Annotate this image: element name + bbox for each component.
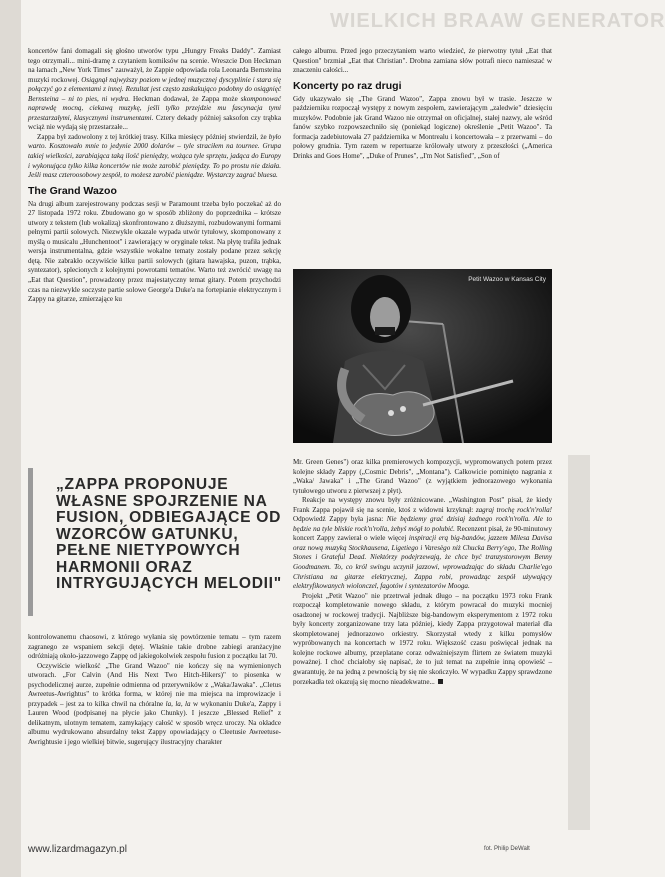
concert-photo <box>293 269 552 443</box>
paragraph: Gdy ukazywało się „The Grand Wazoo", Zappa znowu był w trasie. Jeszcze w październiku rozpoczął występy z nowym zespołem, zawierającym „zaledwie" dziesięciu muzyków. Podobnie jak Grand Wazoo nie otrzymał on oficjalnej, stałej nazwy, ale wśród fanów szybko rozpowszechniło się (poniekąd logiczne) określenie „Petit Wazoo". Ta formacja zadebiutowała 27 października w Montrealu i koncertowała – z przerwami – do połowy grudnia. Tym razem w repertuarze królowały utwory z przeszłości („America Drinks and Goes Home", „Duke of Prunes", „I'm Not Satisfied", „Son of <box>293 94 552 160</box>
paragraph: Na drugi album zarejestrowany podczas sesji w Paramount trzeba było poczekać aż do 27 listopada 1972 roku. Zbudowano go w sposób zbliżony do poprzednika – krótsze utwory z tekstem (lub wokalizą) skonfrontowano z dłuższymi, rozbudowanymi formami pełnymi partii solowych. Niezwykle okazale wypada utwór tytułowy, skomponowany z myślą o musicalu „Hunchentoot" i zawierający w oryginale tekst. Na płytę trafiła jednak wersja instrumentalna, gdzie wszystkie wokalne tematy zostały podane przez sekcję dętą. Nie zabrakło oczywiście kilku partii solowych (gitara hawajska, puzon, trąbka, syntezator), splecionych z kolejnymi powrotami tematów. Warto też zwrócić uwagę na „Eat that Question", prowadzony przez majestatyczny temat gitary. Potem przychodzi czas na niezwykle soczyste partie solowe George'a Duke'a na fortepianie elektrycznym i Zappy na gitarze, zmierzające ku <box>28 199 281 304</box>
paragraph: koncertów fani domagali się głośno utworów typu „Hungry Freaks Daddy". Zamiast tego otrzymali... mini-dramę z czytaniem komiksów na scenie. Wreszcie Don Heckman na łamach „New York Times" zauważył, że Zappie odpowiada rola Leonarda Bernsteina muzyki rockowej. Osiągnął najwyższy poziom w jednej muzycznej dyscyplinie i stara się połączyć go z elementami z innej. Rezultat jest często zaskakująco podobny do osiągnięć Bernsteina – ni to pies, ni wydra. Heckman dodawał, że Zappa może skomponować naprawdę mocną, ciekawą muzykę, jeśli tylko przejdzie mu fascynacja tymi przestarzałymi, klasycznymi instrumentami. Cztery dekady później saksofon czy trąbka wciąż nie wydają się przestarzałe... <box>28 47 281 132</box>
paragraph: kontrolowanemu chaosowi, z którego wyłania się powtórzenie tematu – tym razem zagranego ze wspaniem sekcji dętej. Właśnie takie drobne zabiegi aranżacyjne odróżniają około-jazzowego Zappę od jakiegokolwiek zespołu fusion z początku lat 70. <box>28 633 281 661</box>
paragraph: Mr. Green Genes") oraz kilka premierowych kompozycji, wypromowanych potem przez kolejne składy Zappy („Cosmic Debris", „Montana"). Całkowicie pominięto nagrania z „Waka/ Jawaka" i „The Grand Wazoo" (z wyjątkiem jednorazowego wykonania tytułowego utworu z pierwszej z płyt). <box>293 458 552 495</box>
column-left-lower <box>28 633 281 748</box>
section-heading: Koncerty po raz drugi <box>293 79 402 92</box>
photo-caption: Petit Wazoo w Kansas City <box>468 276 546 283</box>
paragraph: Projekt „Petit Wazoo" nie przetrwał jednak długo – na początku 1973 roku Frank rozpoczął kompletowanie nowego składu, z którym powracał do muzyki mocniej osadzonej w rockowej tradycji. Najbliższe big-bandowym eksperymentom z 1972 roku były koncerty zorganizowane trzy lata później, kiedy Zappa przygotował materiał dla skompletowanej jednorazowo orkiestry. Skorzystał wtedy z kilku pomysłów wypróbowanych na koncertach w 1972 roku. Większość czasu poświęcał jednak na kolejne rockowe albumy, przeplatane coraz odważniejszym flirtem ze światem muzyki poważnej. I choć chciałoby się napisać, że to już temat na zupełnie inną opowieść – gwarantuję, że na jedną z pewnością by się nie skończyło. W wypadku Zappy sprawdzone porzekadła też okazują się mocno nieadekwatne... <box>293 591 552 686</box>
paragraph: Oczywiście wielkość „The Grand Wazoo" nie kończy się na wymienionych utworach. „For Calvin (And His Next Two Hitch-Hikers)" to piosenka w psychodelicznej aurze, zupełnie odmienna od przerywników z „Waka/Jawaka". „Cletus Awreetus-Awrightus" to krótka forma, w której nie ma miejsca na improwizacje i przypadek – jest za to kilka chwil na chóralne la, la, la w wykonaniu Duke'a, Zappy i Lauren Wood (podpisanej na płycie jako Chunky). I jeszcze „Blessed Relief" z delikatnym, ulotnym tematem, zamykający całość w sposób wręcz uroczy. Na okładce albumu wydrukowano absurdalny tekst Zappy opowiadający o Cleetusie Awreetuse-Awrightusie i jego wielkiej bitwie, sugerujący ilustracyjny charakter <box>28 661 281 747</box>
column-right-upper <box>293 47 552 161</box>
paragraph: Reakcje na występy znowu były zróżnicowane. „Washington Post" pisał, że kiedy Frank Zappa pojawił się na scenie, ktoś z widowni krzyknął: zagraj trochę rock'n'rolla! Odpowiedź Zappy była jasna: Nie będziemy grać dzisiaj żadnego rock'n'rolla. Ale to będzie na tyle bliskie rock'n'rolla, żebyś mógł to polubić. Recenzent pisał, że 90-minutowy koncert Zappy zawierał o wiele więcej inspiracji erą big-bandów, jazzem Milesa Davisa oraz nową muzyką Stockhausena, Ligetiego i Varesègo niż Chucka Berry'ego, The Rolling Stones i Grateful Dead. Niektórzy podejrzewają, że chce być tranzystorowym Benny Goodmanem. To, co król swingu uczynił jazzowi, wprowadzając do składu Charlie'ego Christiana na gitarze elektrycznej, Zappa robi, prowadząc zespół używający elektryfikowanych wiolonczel, fagotów i syntezatorów Mooga. <box>293 496 552 591</box>
end-of-article-mark <box>438 679 443 684</box>
footer-url: www.lizardmagazyn.pl <box>28 844 127 855</box>
column-right-lower <box>293 458 552 687</box>
running-head: WIELKICH BRAAW GENERATOR <box>330 10 665 32</box>
section-heading: The Grand Wazoo <box>28 184 117 197</box>
pull-quote: „ZAPPA PROPONUJE WŁASNE SPOJRZENIE NA FUSION, ODBIEGAJĄCE OD WZORCÓW GATUNKU, PEŁNE NIETYPOWYCH HARMONII ORAZ INTRYGUJĄCYCH MELODII" <box>56 476 282 592</box>
pull-quote-block <box>28 468 281 616</box>
pull-quote-bar <box>28 468 33 616</box>
paragraph: Zappa był zadowolony z tej krótkiej trasy. Kilka miesięcy później stwierdził, że było warto. Kosztowało mnie to jedynie 2000 dolarów – tyle straciłem na tournee. Grupa takiej wielkości, zarabiająca taką ilość pieniędzy, wożąca tyle sprzętu, jadąca do Europy i wykonująca tylko kilka koncertów nie może zarobić pieniędzy. To po prostu nie działa. Jeśli masz czteroosobowy zespół, to możesz zarobić pieniądze. Wystarczy zagrać bluesa. <box>28 132 281 180</box>
page-gutter-shade <box>0 0 21 877</box>
photo-credit: fot. Philip DeWalt <box>484 846 530 852</box>
page-edge-shade <box>568 455 590 830</box>
paragraph: całego albumu. Przed jego przeczytaniem warto wiedzieć, że pierwotny tytuł „Eat that Question" brzmiał „Eat that Christian". Drobna zamiana słów potrafi nieco namieszać w znaczeniu całości... <box>293 47 552 75</box>
photo-illustration <box>293 269 552 443</box>
column-left-upper <box>28 47 281 305</box>
